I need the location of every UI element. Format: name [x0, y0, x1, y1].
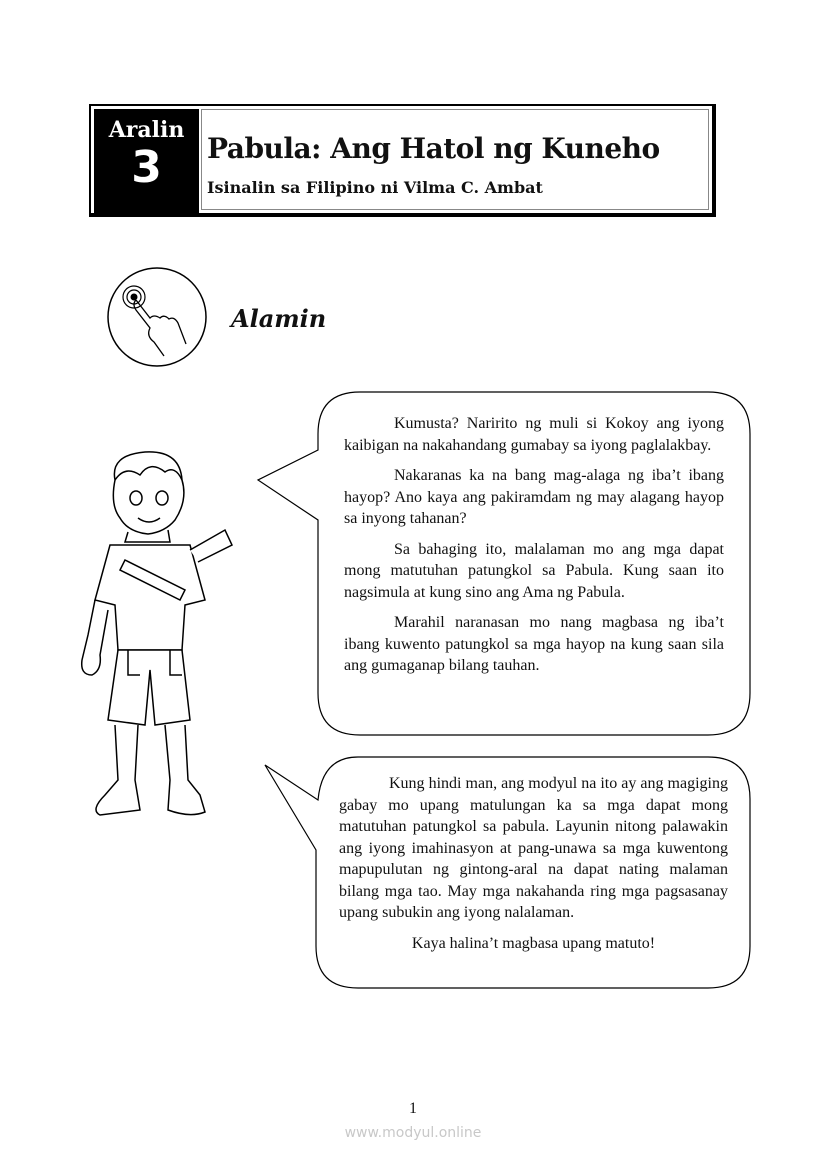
- lesson-subtitle: Isinalin sa Filipino ni Vilma C. Ambat: [207, 178, 543, 197]
- paragraph: Sa bahaging ito, malalaman mo ang mga dapat mong matutuhan patungkol sa Pabula. Kung saan ito nagsimula at kung sino ang Ama ng Pabula.: [344, 540, 724, 601]
- speech-bubble-1-text: [344, 413, 724, 686]
- lesson-number: 3: [131, 142, 162, 193]
- kokoy-character-illustration: [70, 450, 260, 835]
- lesson-label: Aralin: [108, 117, 185, 143]
- paragraph: Kung hindi man, ang modyul na ito ay ang magiging gabay mo upang matulungan ka sa mga dapat mong matutuhan patungkol sa pabula. Layunin nitong palawakin ang iyong imahinasyon at pang-unawa sa mga kuwentong mapupulutan ng gintong-aral na dapat nating malaman bilang mga tao. May mga nakahanda ring mga pagsasanay upang subukin ang iyong nalalaman.: [339, 775, 728, 921]
- page-number: 1: [409, 1100, 417, 1117]
- lesson-title: Pabula: Ang Hatol ng Kuneho: [207, 132, 660, 165]
- section-heading: Alamin: [231, 304, 327, 333]
- speech-bubble-2-text: [339, 773, 728, 963]
- paragraph: Marahil naranasan mo nang magbasa ng iba’t ibang kuwento patungkol sa mga hayop na kung saan sila ang gumaganap bilang tauhan.: [344, 614, 724, 674]
- watermark: www.modyul.online: [344, 1125, 482, 1141]
- paragraph: Kaya halina’t magbasa upang matuto!: [411, 934, 656, 952]
- paragraph: Nakaranas ka na bang mag-alaga ng iba’t ibang hayop? Ano kaya ang pakiramdam ng may alagang hayop sa inyong tahanan?: [344, 467, 724, 527]
- paragraph: Kumusta? Naririto ng muli si Kokoy ang iyong kaibigan na nakahandang gumabay sa iyong paglalakbay.: [344, 415, 724, 454]
